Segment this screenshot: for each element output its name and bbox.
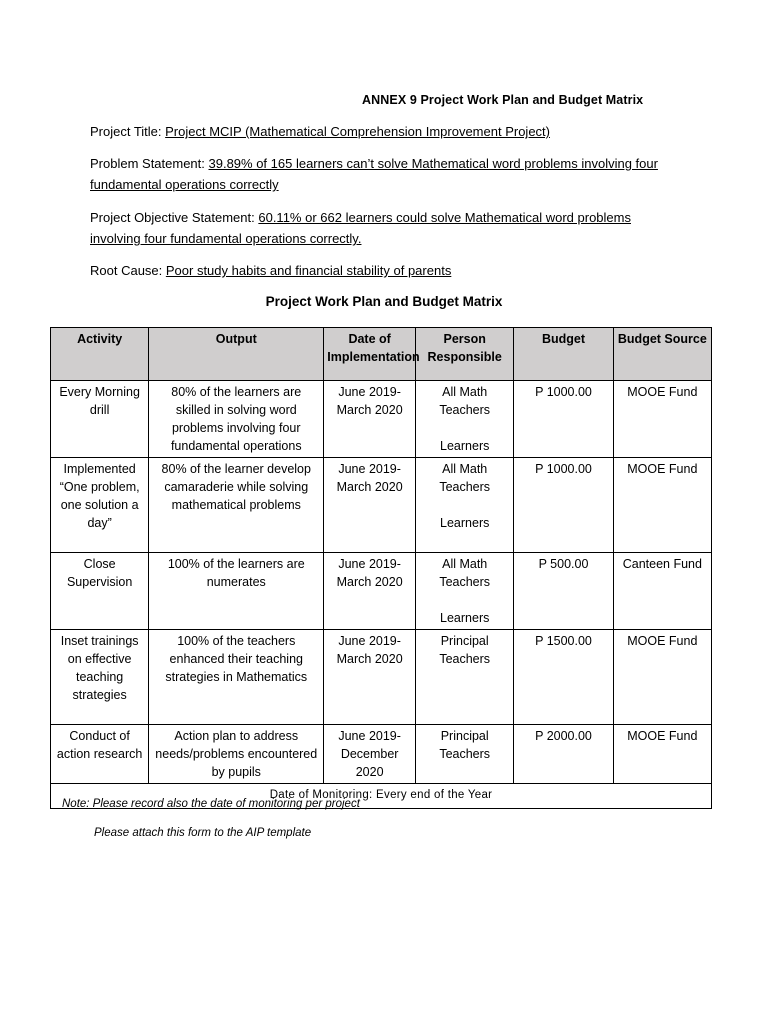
cell-activity: Every Morning drill — [51, 381, 149, 458]
cell-activity: Inset trainings on effective teaching strategies — [51, 630, 149, 725]
cell-output: 100% of the teachers enhanced their teaching strategies in Mathematics — [149, 630, 324, 725]
problem-statement-label: Problem Statement: — [90, 156, 209, 171]
cell-date: June 2019-March 2020 — [324, 630, 416, 725]
objective-statement — [90, 207, 680, 249]
person-primary: All Math Teachers — [439, 557, 491, 589]
header-budget: Budget — [514, 328, 613, 381]
cell-date: June 2019-March 2020 — [324, 553, 416, 630]
cell-budget: P 500.00 — [514, 553, 613, 630]
annex-title: ANNEX 9 Project Work Plan and Budget Matrix — [362, 93, 644, 107]
header-activity: Activity — [51, 328, 149, 381]
cell-person — [416, 553, 514, 630]
problem-statement-value: 39.89% of 165 learners can’t solve Mathematical word problems involving four fundamental operations correctly — [90, 156, 658, 192]
root-cause-value: Poor study habits and financial stability of parents — [165, 263, 452, 278]
table-header-row — [51, 328, 712, 381]
table-row — [51, 630, 712, 725]
cell-output: 80% of the learner develop camaraderie while solving mathematical problems — [149, 458, 324, 553]
cell-source: MOOE Fund — [613, 381, 711, 458]
work-plan-table — [50, 327, 712, 809]
cell-output: 80% of the learners are skilled in solving word problems involving four fundamental operations — [149, 381, 324, 458]
cell-budget: P 1000.00 — [514, 458, 613, 553]
header-source: Budget Source — [613, 328, 711, 381]
cell-budget: P 2000.00 — [514, 725, 613, 784]
cell-person — [416, 458, 514, 553]
project-title-label: Project Title: — [90, 124, 166, 139]
cell-activity: Conduct of action research — [51, 725, 149, 784]
cell-date: June 2019-December 2020 — [324, 725, 416, 784]
table-row — [51, 553, 712, 630]
objective-statement-label: Project Objective Statement: — [90, 210, 259, 225]
cell-budget: P 1500.00 — [514, 630, 613, 725]
header-person: Person Responsible — [416, 328, 514, 381]
root-cause — [90, 260, 680, 281]
person-secondary: Learners — [440, 611, 490, 625]
monitoring-note: Note: Please record also the date of monitoring per project — [62, 798, 360, 810]
problem-statement — [90, 153, 680, 195]
table-row — [51, 381, 712, 458]
cell-output: 100% of the learners are numerates — [149, 553, 324, 630]
cell-activity: Implemented “One problem, one solution a day” — [51, 458, 149, 553]
person-secondary: Learners — [440, 516, 490, 530]
person-primary: All Math Teachers — [439, 462, 491, 494]
person-secondary: Learners — [440, 439, 490, 453]
cell-activity: Close Supervision — [51, 553, 149, 630]
root-cause-label: Root Cause: — [90, 263, 166, 278]
table-row — [51, 725, 712, 784]
cell-source: Canteen Fund — [613, 553, 711, 630]
project-title — [90, 121, 680, 142]
header-output: Output — [149, 328, 324, 381]
cell-source: MOOE Fund — [613, 458, 711, 553]
cell-person: Principal Teachers — [416, 725, 514, 784]
cell-budget: P 1000.00 — [514, 381, 613, 458]
person-primary: All Math Teachers — [439, 385, 491, 417]
cell-output: Action plan to address needs/problems encountered by pupils — [149, 725, 324, 784]
monitoring-date: Date of Monitoring: Every end of the Year — [51, 784, 712, 809]
cell-person: Principal Teachers — [416, 630, 514, 725]
project-title-value: Project MCIP (Mathematical Comprehension Improvement Project) — [165, 124, 550, 139]
header-date: Date of Implementation — [324, 328, 416, 381]
attach-note: Please attach this form to the AIP template — [94, 827, 312, 839]
cell-date: June 2019-March 2020 — [324, 381, 416, 458]
matrix-title: Project Work Plan and Budget Matrix — [265, 294, 503, 309]
objective-statement-value: 60.11% or 662 learners could solve Mathematical word problems involving four fundamental operations correctly. — [90, 210, 631, 246]
cell-person — [416, 381, 514, 458]
cell-source: MOOE Fund — [613, 630, 711, 725]
cell-date: June 2019-March 2020 — [324, 458, 416, 553]
table-row — [51, 458, 712, 553]
cell-source: MOOE Fund — [613, 725, 711, 784]
